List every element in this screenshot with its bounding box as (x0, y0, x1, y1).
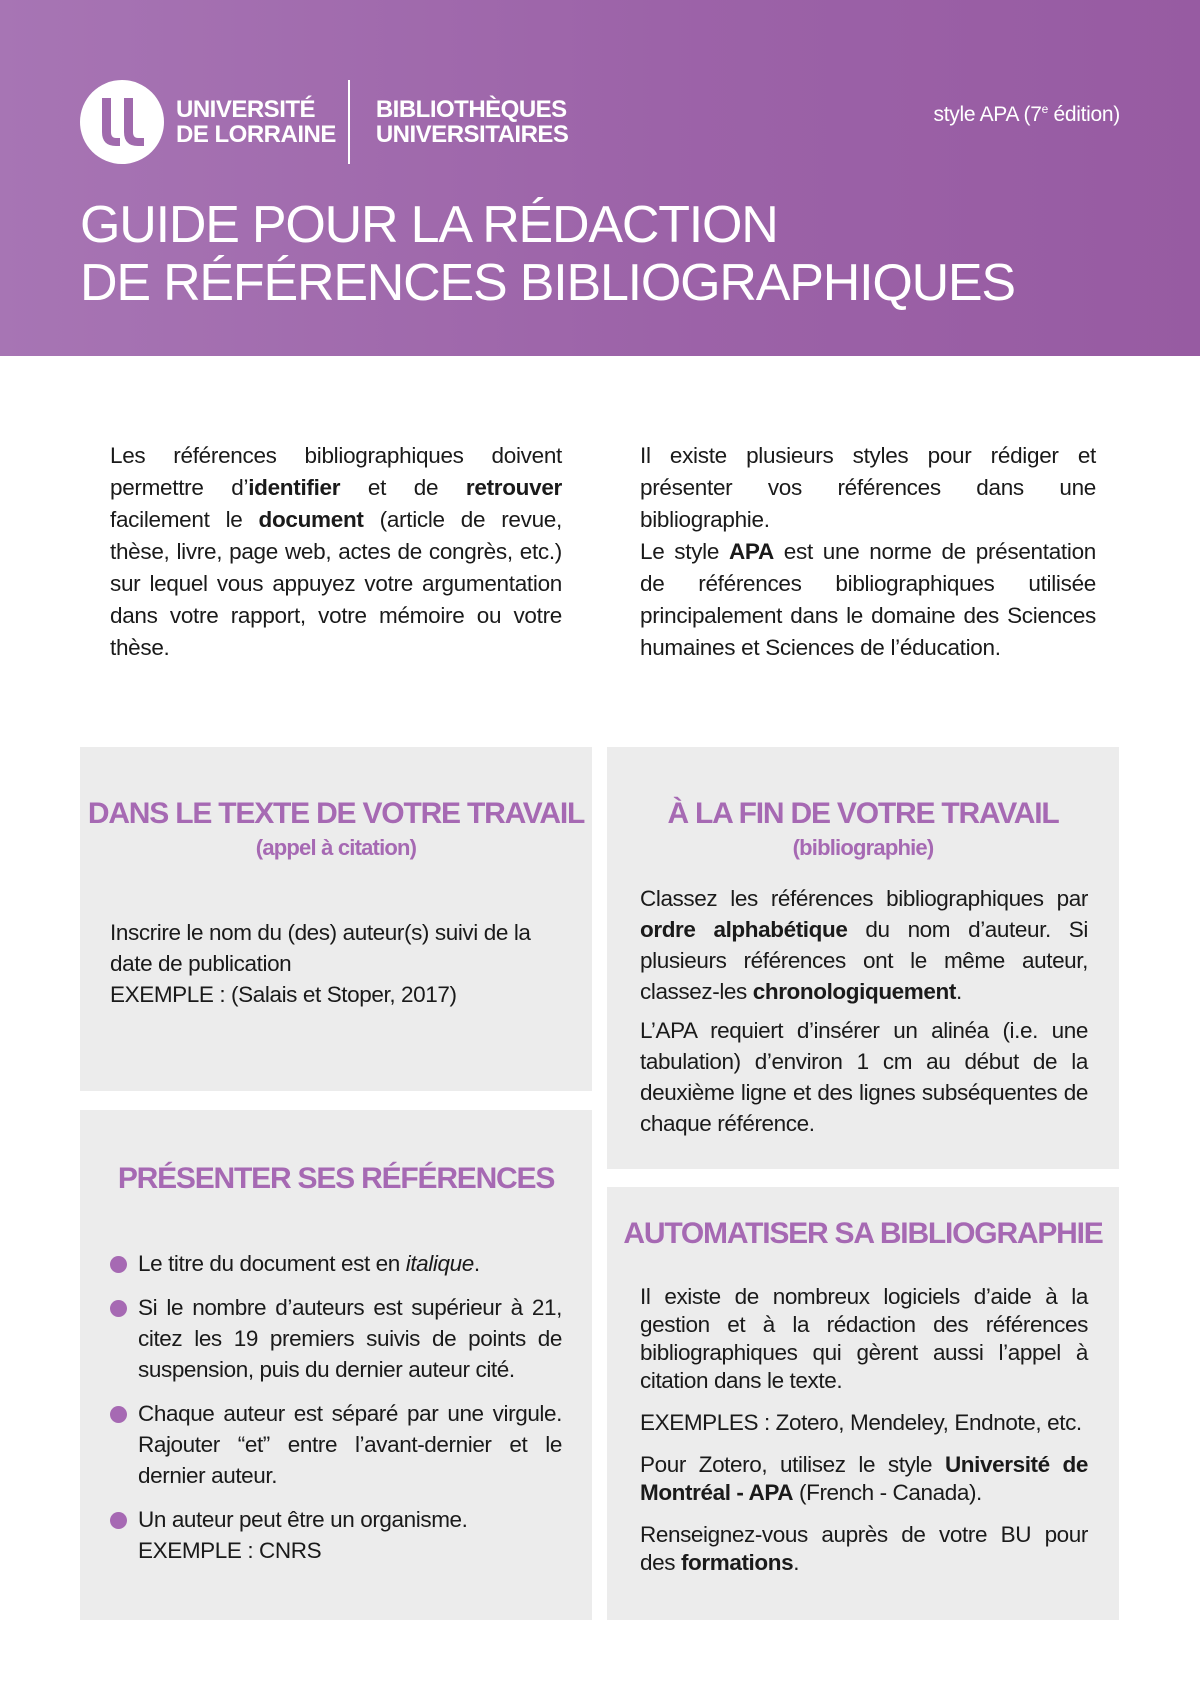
intro-right-paragraph-1: Il existe plusieurs styles pour rédiger et présenter vos références dans une bibliographie. (640, 443, 1096, 532)
university-logo (80, 78, 568, 166)
list-item (110, 1292, 562, 1385)
text-span: Les références bibliographiques doivent permettre d’ (110, 443, 562, 500)
intro-left-paragraph (110, 440, 562, 664)
bibliography-body (640, 883, 1088, 1147)
edition-sup: e (1041, 102, 1048, 116)
library-name (376, 97, 569, 147)
list-item (110, 1398, 562, 1491)
automate-paragraph-2: EXEMPLES : Zotero, Mendeley, Endnote, etc. (640, 1410, 1082, 1435)
in-text-subtitle: (appel à citation) (255, 835, 417, 860)
automate-title: AUTOMATISER SA BIBLIOGRAPHIE (623, 1217, 1103, 1250)
automate-paragraph-1: Il existe de nombreux logiciels d’aide à la gestion et à la rédaction des références bibliographiques qui gèrent aussi l’appel à citation dans le texte. (640, 1284, 1088, 1393)
text-span: . (473, 1251, 480, 1276)
bibliography-subtitle: (bibliographie) (792, 835, 934, 860)
bibliography-paragraph-2: L’APA requiert d’insérer un alinéa (i.e. une tabulation) d’environ 1 cm au début de la deuxième ligne et des lignes subséquentes de chaque référence. (640, 1018, 1088, 1136)
text-span: Le titre du document est en (138, 1251, 406, 1276)
intro-left (110, 440, 562, 664)
university-name-line2: DE LORRAINE (176, 121, 336, 148)
in-text-citation-box (80, 747, 592, 1091)
text-span: facilement le (110, 507, 259, 532)
present-references-box (80, 1110, 592, 1620)
bibliography-paragraph-1 (640, 883, 1088, 1007)
library-name-line1: BIBLIOTHÈQUES (375, 96, 567, 123)
edition-prefix: style APA (7 (933, 103, 1042, 126)
bullet-icon (110, 1300, 127, 1317)
text-span: (French - Canada). (793, 1480, 982, 1505)
bold-ordre-alphabetique: ordre alphabétique (640, 917, 848, 942)
bullet-icon (110, 1406, 127, 1423)
bibliography-box (607, 747, 1119, 1169)
text-span: Classez les références bibliographiques par (640, 886, 1088, 911)
bold-formations: formations (680, 1550, 794, 1575)
bold-identifier: identifier (248, 475, 341, 500)
in-text-example: EXEMPLE : (Salais et Stoper, 2017) (110, 982, 457, 1007)
bold-document: document (258, 507, 364, 532)
bold-retrouver: retrouver (465, 475, 562, 500)
bold-apa: APA (728, 539, 774, 564)
in-text-title: DANS LE TEXTE DE VOTRE TRAVAIL (87, 797, 585, 830)
automate-body (640, 1283, 1088, 1577)
library-name-line2: UNIVERSITAIRES (375, 121, 569, 148)
text-span: Renseignez-vous auprès de votre BU pour des (640, 1522, 1088, 1575)
text-span: Pour Zotero, utilisez le style (640, 1452, 945, 1477)
edition-suffix: édition) (1047, 103, 1120, 126)
automate-paragraph-3 (640, 1451, 1088, 1507)
text-span: . (955, 979, 962, 1004)
page-title-line1: GUIDE POUR LA RÉDACTION (80, 196, 778, 254)
text-span: du nom d’auteur. Si plusieurs références ont le même auteur, classez-les (640, 917, 1088, 1004)
present-title: PRÉSENTER SES RÉFÉRENCES (117, 1162, 555, 1195)
page-title-line2: DE RÉFÉRENCES BIBLIOGRAPHIQUES (80, 254, 1015, 312)
bullet-icon (110, 1512, 127, 1529)
logo-divider (348, 80, 350, 164)
in-text-instruction: Inscrire le nom du (des) auteur(s) suivi de la date de publication (110, 920, 531, 976)
text-span: Le style (640, 539, 729, 564)
text-span: est une norme de présentation de références bibliographiques utilisée principalement dans le domaine des Sciences humaines et Sciences de l’éducation. (640, 539, 1097, 660)
text-span: Un auteur peut être un organisme. (138, 1507, 468, 1532)
bibliography-title: À LA FIN DE VOTRE TRAVAIL (667, 797, 1059, 830)
present-list (110, 1248, 562, 1566)
automate-bibliography-box (607, 1187, 1119, 1620)
university-name (176, 97, 336, 147)
list-item (110, 1504, 562, 1566)
text-span: Chaque auteur est séparé par une virgule. Rajouter “et” entre l’avant-dernier et le dernier auteur. (138, 1401, 562, 1488)
ul-logo-icon (80, 80, 164, 164)
bold-chronologiquement: chronologiquement (752, 979, 956, 1004)
text-span: et de (340, 475, 466, 500)
bold-style-name: Université de Montréal - APA (640, 1452, 1089, 1505)
list-item (110, 1248, 562, 1279)
present-body (110, 1248, 562, 1579)
header-banner (0, 0, 1200, 356)
text-span: . (793, 1550, 800, 1575)
intro-right-paragraph-2 (640, 536, 1096, 664)
in-text-body (110, 917, 558, 1010)
text-span: EXEMPLE : CNRS (138, 1538, 322, 1563)
text-span: Si le nombre d’auteurs est supérieur à 21, citez les 19 premiers suivis de points de suspension, puis du dernier auteur cité. (138, 1295, 562, 1382)
automate-paragraph-4 (640, 1521, 1088, 1577)
italic-italique: italique (405, 1251, 474, 1276)
page-title (80, 196, 1015, 312)
university-name-line1: UNIVERSITÉ (176, 96, 316, 123)
text-span: (article de revue, thèse, livre, page web, actes de congrès, etc.) sur lequel vous appuyez votre argumentation dans votre rapport, votre mémoire ou votre thèse. (110, 507, 562, 660)
bullet-icon (110, 1256, 127, 1273)
intro-right (640, 440, 1096, 664)
edition-label (934, 102, 1120, 127)
